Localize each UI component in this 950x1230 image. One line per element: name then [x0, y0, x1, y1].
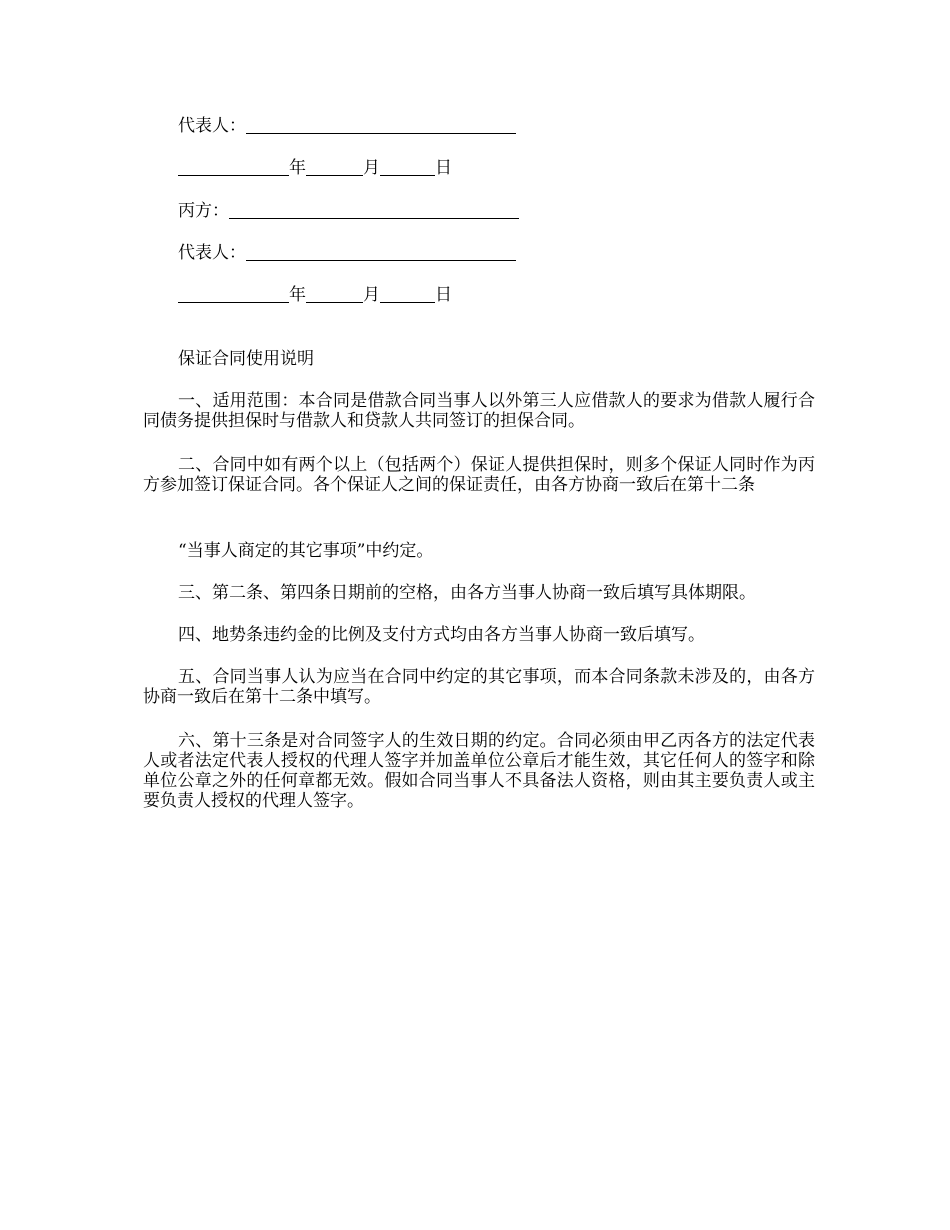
month-label-2: 月: [363, 285, 380, 305]
month-blank-1: [306, 156, 363, 176]
instruction-item-2-continued: “当事人商定的其它事项”中约定。: [178, 541, 434, 561]
year-label-2: 年: [289, 285, 306, 305]
representative-line-1: [178, 114, 516, 138]
representative-blank-1: [246, 114, 516, 134]
day-blank-2: [380, 283, 435, 303]
year-blank-2: [178, 283, 289, 303]
instruction-item-6: 六、第十三条是对合同签字人的生效日期的约定。合同必须由甲乙丙各方的法定代表人或者法定代表人授权的代理人签字并加盖单位公章后才能生效，其它任何人的签字和除单位公章之外的任何章都无效。假如合同当事人不具备法人资格，则由其主要负责人或主要负责人授权的代理人签字。: [143, 731, 815, 811]
day-blank-1: [380, 156, 435, 176]
instruction-item-4: 四、地势条违约金的比例及支付方式均由各方当事人协商一致后填写。: [178, 625, 705, 645]
day-label-2: 日: [435, 285, 452, 305]
representative-label-2: 代表人：: [178, 243, 246, 263]
day-label-1: 日: [435, 158, 452, 178]
year-blank-1: [178, 156, 289, 176]
instruction-item-3: 三、第二条、第四条日期前的空格，由各方当事人协商一致后填写具体期限。: [178, 583, 756, 603]
instruction-item-1: 一、适用范围：本合同是借款合同当事人以外第三人应借款人的要求为借款人履行合同债务提供担保时与借款人和贷款人共同签订的担保合同。: [143, 391, 815, 431]
month-blank-2: [306, 283, 363, 303]
instruction-item-2: 二、合同中如有两个以上（包括两个）保证人提供担保时，则多个保证人同时作为丙方参加签订保证合同。各个保证人之间的保证责任，由各方协商一致后在第十二条: [143, 455, 815, 495]
representative-label-1: 代表人：: [178, 116, 246, 136]
date-line-2: [178, 283, 452, 307]
instructions-title: 保证合同使用说明: [178, 349, 314, 369]
date-line-1: [178, 156, 452, 180]
party-c-line: [178, 199, 519, 223]
representative-blank-2: [246, 241, 516, 261]
instruction-item-5: 五、合同当事人认为应当在合同中约定的其它事项，而本合同条款未涉及的，由各方协商一致后在第十二条中填写。: [143, 667, 815, 707]
year-label-1: 年: [289, 158, 306, 178]
month-label-1: 月: [363, 158, 380, 178]
representative-line-2: [178, 241, 516, 265]
party-c-label: 丙方：: [178, 201, 229, 221]
party-c-blank: [229, 199, 519, 219]
